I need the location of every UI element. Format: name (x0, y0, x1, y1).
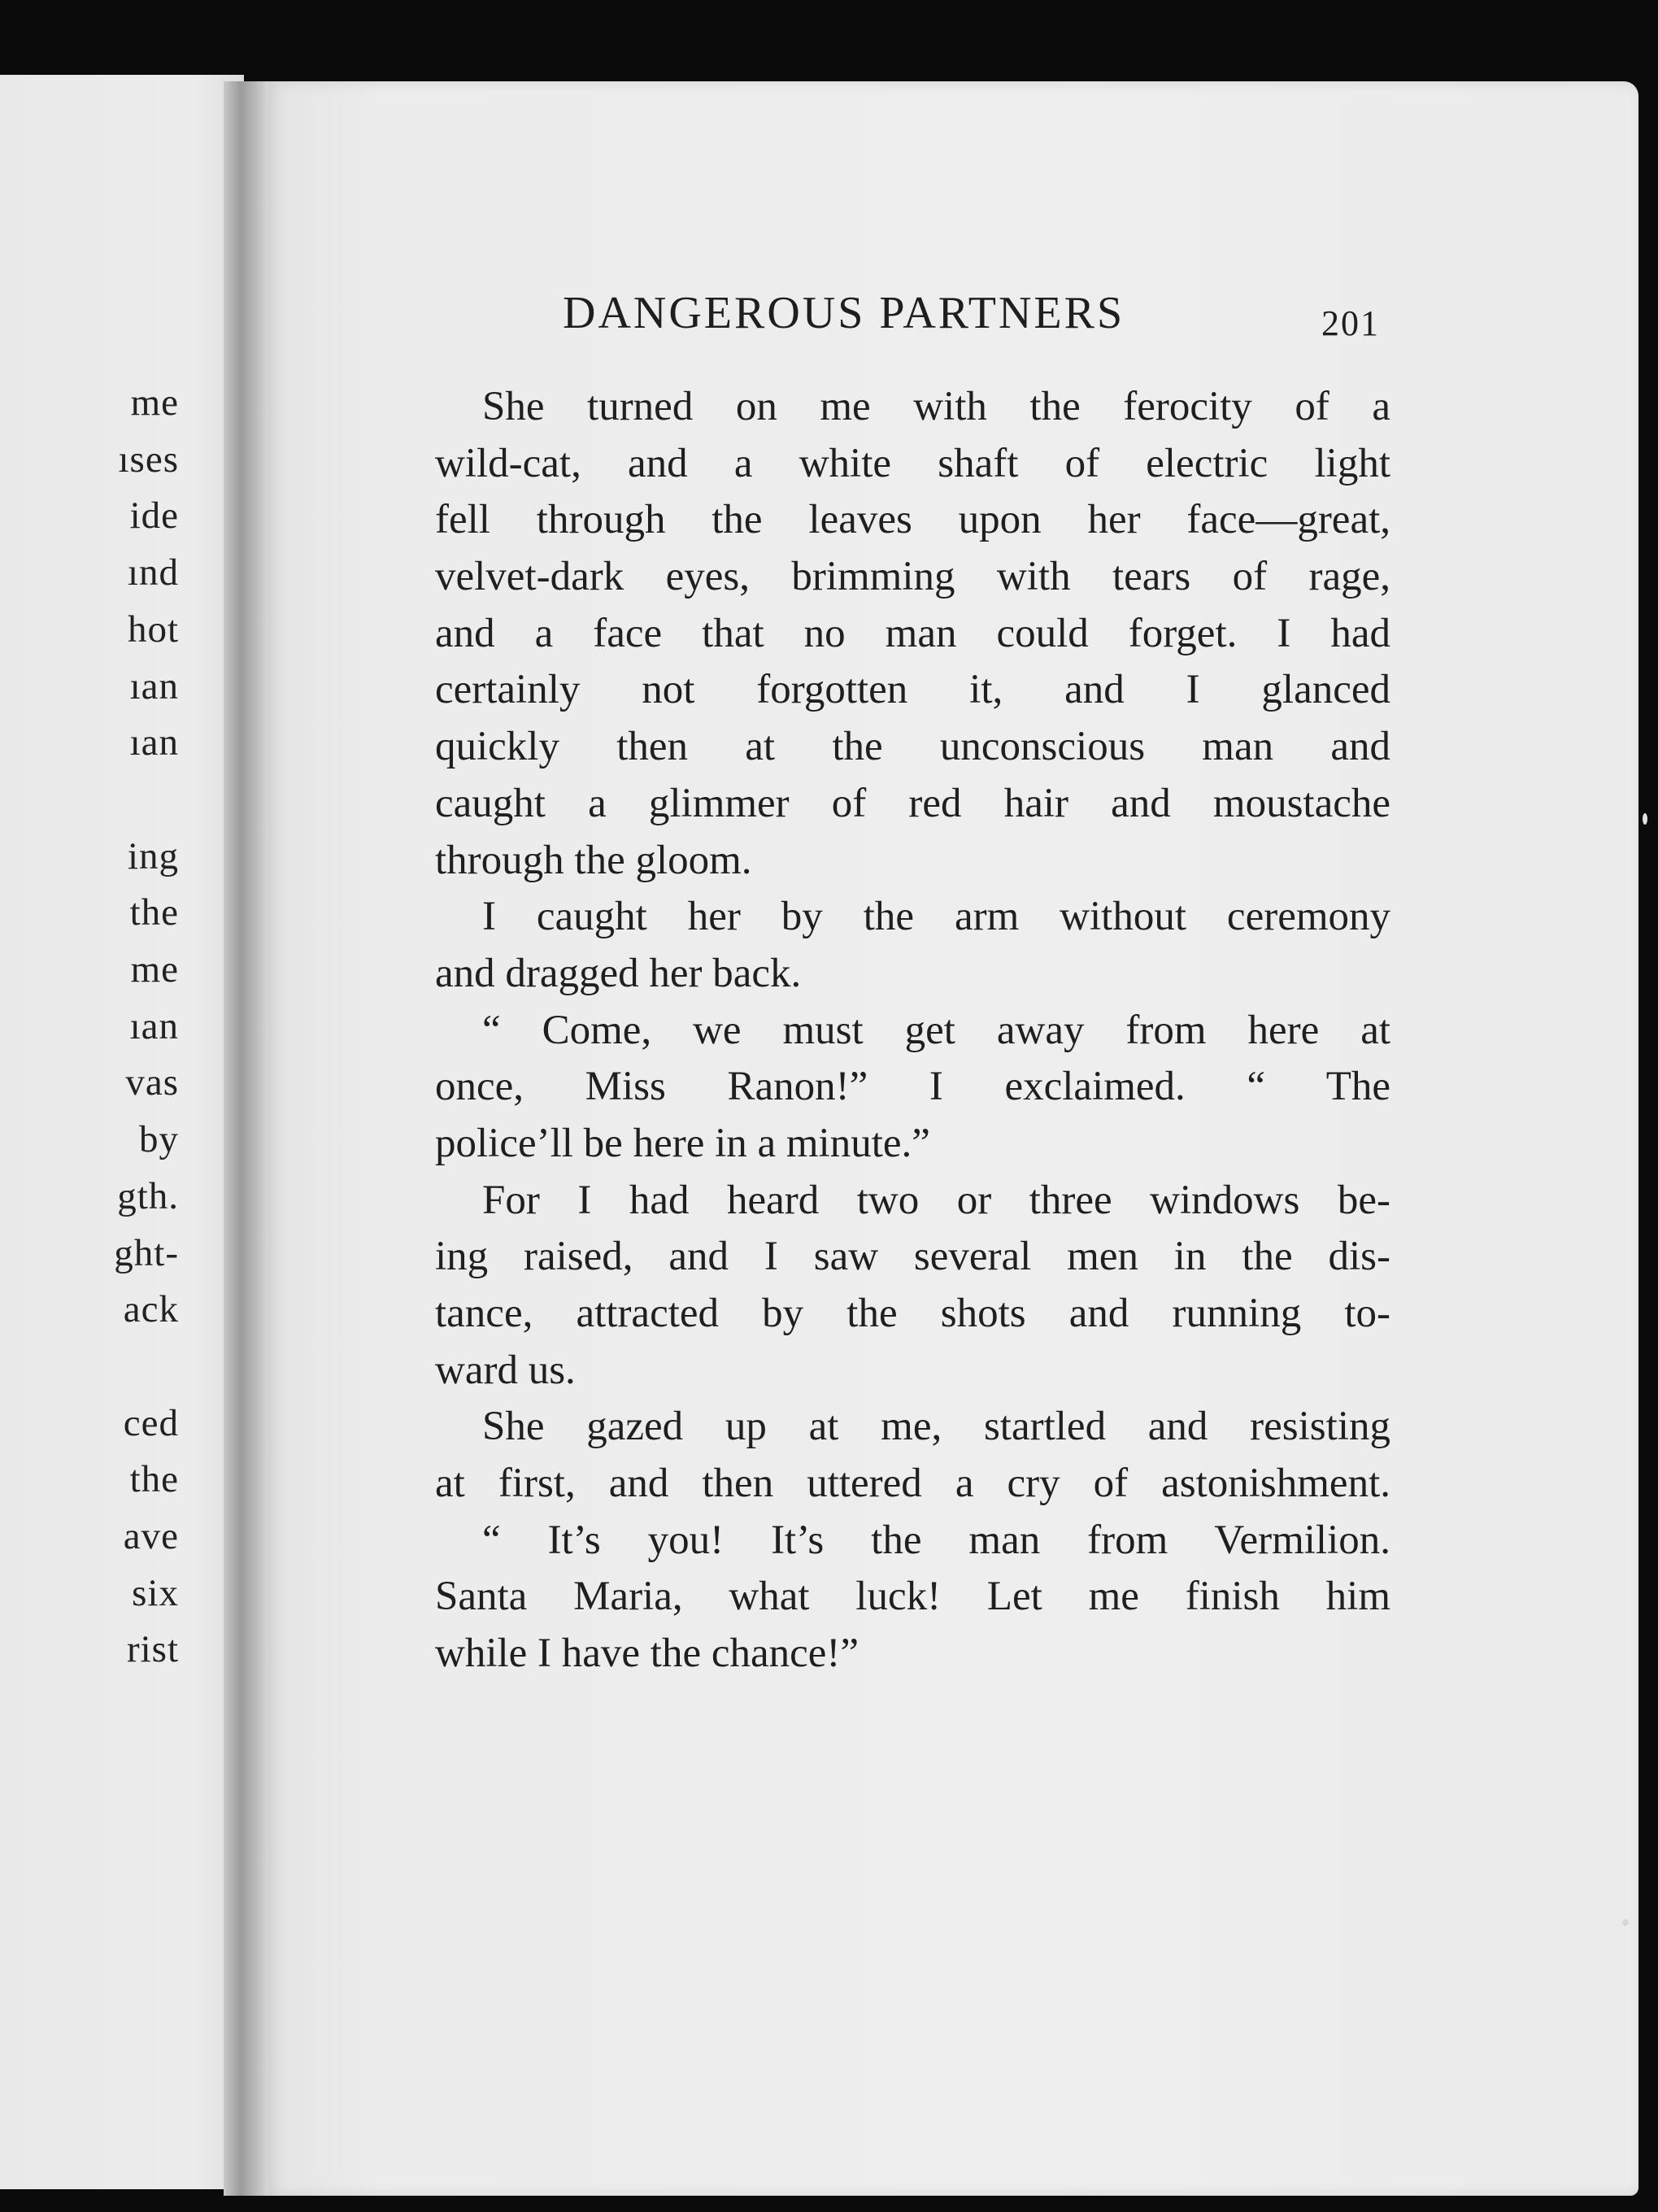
text-line: She turned on me with the ferocity of a (482, 384, 1390, 429)
previous-page-line-fragment: ınd (127, 551, 179, 594)
text-line: I caught her by the arm without ceremony (482, 894, 1390, 940)
text-line: For I had heard two or three windows be- (482, 1177, 1390, 1223)
previous-page-line-fragment: ght- (114, 1231, 179, 1274)
previous-page-line-fragment: ing (127, 834, 179, 877)
previous-page-line-fragment: the (129, 1458, 179, 1501)
text-line: fell through the leaves upon her face—great, (435, 497, 1390, 543)
previous-page-line-fragment: me (130, 381, 179, 424)
text-line: at first, and then uttered a cry of astonishment. (435, 1461, 1390, 1507)
text-line: once, Miss Ranon!” I exclaimed. “ The (435, 1064, 1390, 1110)
text-line: through the gloom. (435, 837, 752, 883)
running-head: DANGEROUS PARTNERS (563, 288, 1125, 338)
text-line: and a face that no man could forget. I had (435, 610, 1390, 656)
previous-page-line-fragment: six (132, 1571, 179, 1614)
previous-page-line-fragment: ack (123, 1288, 179, 1331)
previous-page-line-fragment: ide (129, 494, 179, 538)
previous-page-line-fragment: me (130, 948, 179, 991)
previous-page-line-fragment: by (139, 1118, 179, 1161)
previous-page-line-fragment: gth. (117, 1174, 179, 1217)
text-line: caught a glimmer of red hair and moustache (435, 780, 1390, 826)
text-line: She gazed up at me, startled and resisting (482, 1404, 1390, 1450)
text-line: certainly not forgotten it, and I glanced (435, 667, 1390, 713)
text-line: and dragged her back. (435, 950, 802, 996)
text-line: Santa Maria, what luck! Let me finish him (435, 1574, 1390, 1620)
previous-page-line-fragment: rist (126, 1628, 179, 1671)
previous-page-line-fragment: ıan (129, 721, 179, 764)
page-body-text (435, 379, 1390, 1683)
text-line: while I have the chance!” (435, 1631, 859, 1677)
text-line: police’ll be here in a minute.” (435, 1120, 930, 1166)
text-line: “ It’s you! It’s the man from Vermilion. (482, 1517, 1390, 1563)
text-line: wild-cat, and a white shaft of electric light (435, 440, 1390, 486)
text-line: ing raised, and I saw several men in the dis- (435, 1234, 1390, 1280)
page-number: 201 (1321, 303, 1380, 343)
previous-page (0, 75, 244, 2189)
scan-speck (1643, 813, 1647, 825)
previous-page-line-fragment: vas (125, 1061, 179, 1104)
text-line: quickly then at the unconscious man and (435, 724, 1390, 770)
previous-page-line-fragment: ave (123, 1515, 179, 1557)
text-line: “ Come, we must get away from here at (482, 1007, 1390, 1053)
text-line: ward us. (435, 1347, 576, 1393)
previous-page-line-fragment: hot (127, 607, 179, 651)
text-line: velvet-dark eyes, brimming with tears of rage, (435, 554, 1390, 600)
previous-page-line-fragment: ıan (129, 664, 179, 708)
scan-speck (1622, 1919, 1629, 1926)
previous-page-line-fragment: ced (123, 1401, 179, 1444)
text-line: tance, attracted by the shots and running to- (435, 1291, 1390, 1336)
previous-page-line-fragment: ıan (129, 1004, 179, 1047)
previous-page-line-fragment: ıses (118, 438, 179, 481)
previous-page-line-fragment: the (129, 891, 179, 934)
